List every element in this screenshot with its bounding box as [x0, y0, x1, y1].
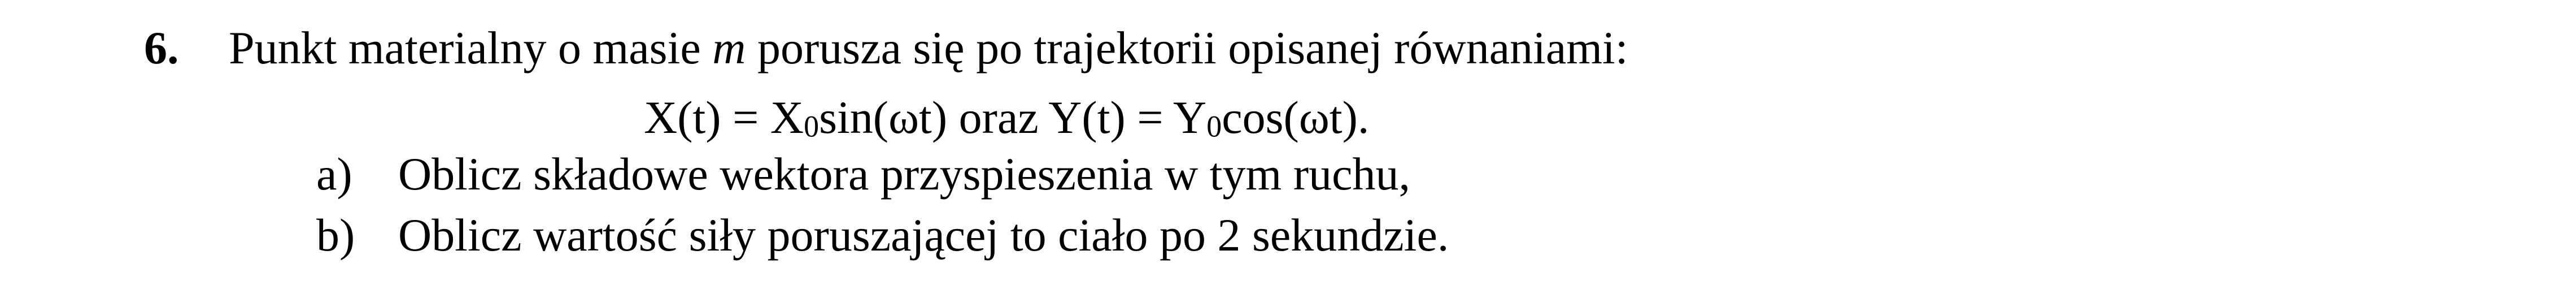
equation-joiner: oraz [947, 92, 1049, 143]
trajectory-equations [644, 92, 1370, 144]
x-equation-rhs: sin(ωt) [819, 92, 948, 143]
x-subscript: 0 [804, 109, 820, 144]
item-a-text: Oblicz składowe wektora przyspieszenia w tym ruchu, [398, 148, 1411, 200]
problem-number: 6. [144, 22, 179, 74]
x-equation-lhs: X(t) = X [644, 92, 804, 143]
mass-variable: m [712, 22, 746, 74]
item-b-letter: b) [316, 209, 355, 261]
item-b-text: Oblicz wartość siły poruszającej to ciało po 2 sekundzie. [398, 209, 1449, 261]
item-a-letter: a) [316, 148, 352, 200]
stem-text-after: porusza się po trajektorii opisanej równaniami: [746, 22, 1628, 74]
y-subscript: 0 [1206, 109, 1222, 144]
problem-stem [229, 22, 1628, 74]
y-equation-lhs: Y(t) = Y [1048, 92, 1207, 143]
stem-text-before: Punkt materialny o masie [229, 22, 713, 74]
y-equation-rhs: cos(ωt). [1222, 92, 1370, 143]
